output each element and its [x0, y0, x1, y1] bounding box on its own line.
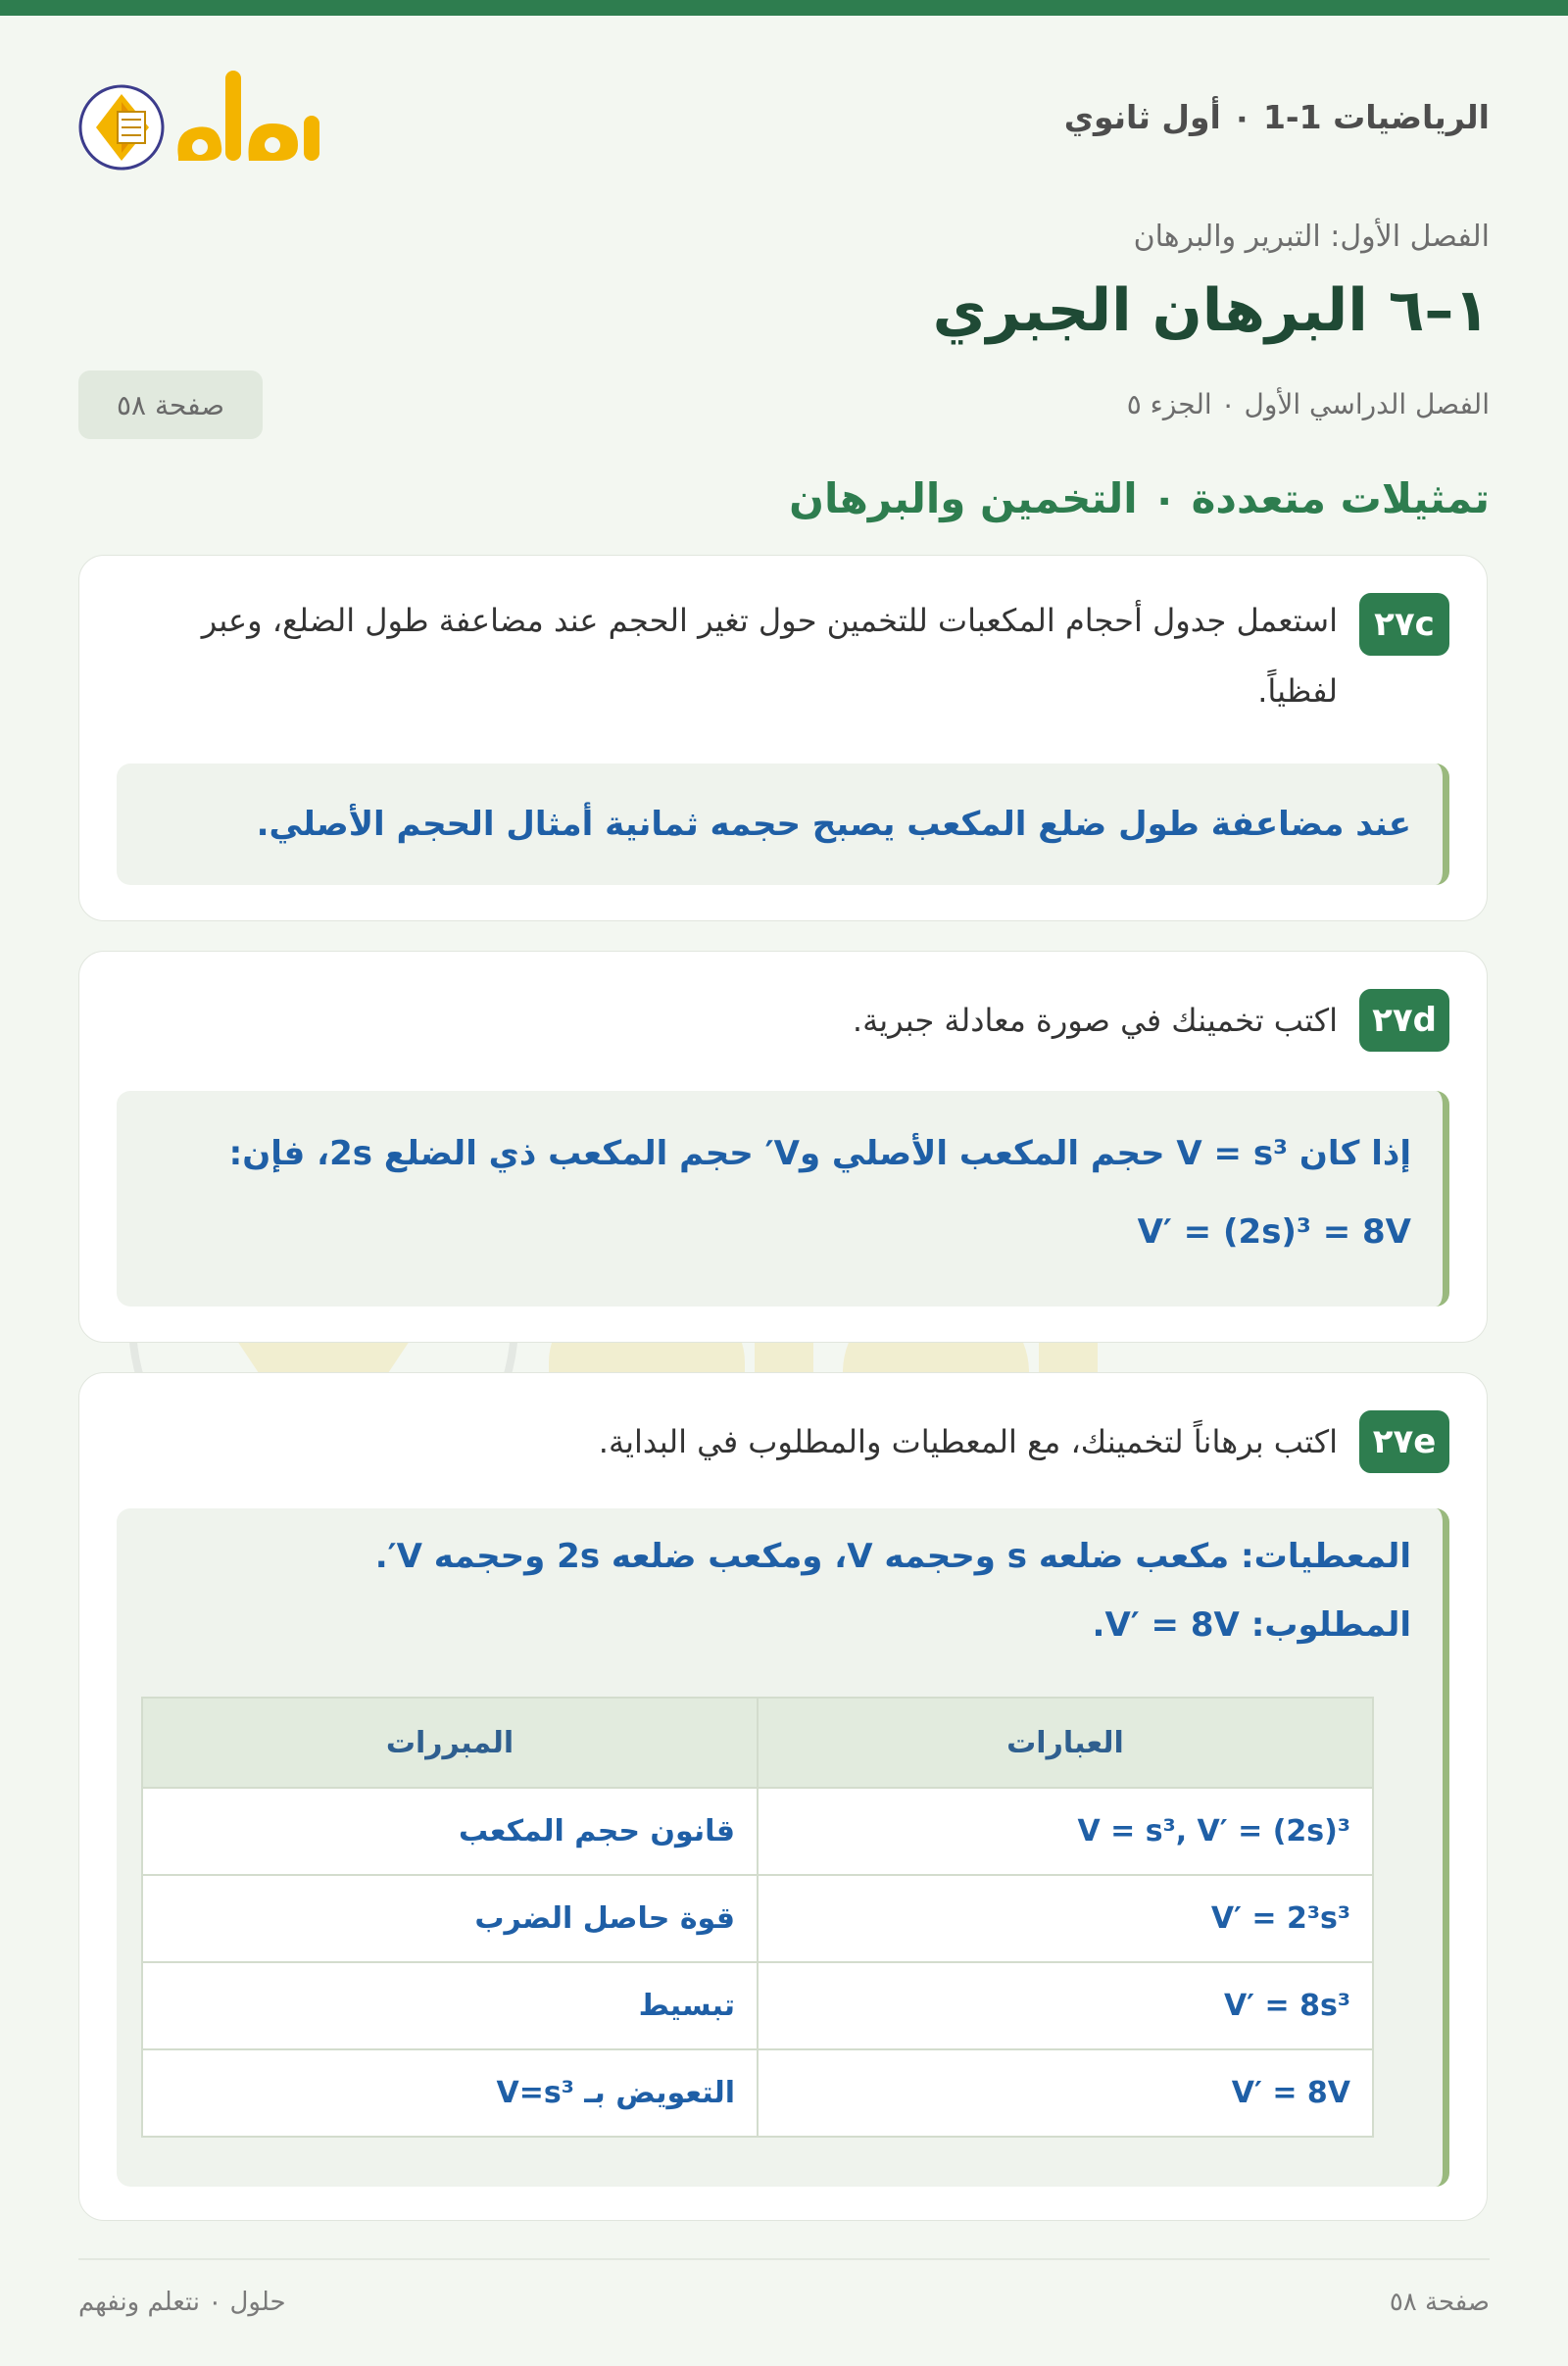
chapter-label: الفصل الأول: التبرير والبرهان — [1133, 220, 1490, 254]
statements-header: العبارات — [758, 1698, 1373, 1788]
question-text: اكتب برهاناً لتخمينك، مع المعطيات والمطلوب في البداية. — [598, 1423, 1338, 1460]
statement-cell: V′ = 8V — [758, 2049, 1373, 2137]
reasons-header: المبررات — [142, 1698, 758, 1788]
page-title: ١–٦ البرهان الجبري — [932, 276, 1490, 345]
answer-box — [117, 1091, 1449, 1306]
question-text: اكتب تخمينك في صورة معادلة جبرية. — [852, 1002, 1338, 1039]
question-number-badge: ٢٧c — [1359, 593, 1449, 656]
answer-box — [117, 1508, 1449, 2187]
footer-tagline: حلول ٠ نتعلم ونفهم — [78, 2288, 286, 2317]
table-row — [142, 1962, 1373, 2049]
question-card-27d — [78, 951, 1488, 1343]
footer-divider — [78, 2258, 1490, 2260]
table-row — [142, 1788, 1373, 1875]
section-heading: تمثيلات متعددة ٠ التخمين والبرهان — [789, 474, 1490, 522]
brand-logo[interactable] — [76, 63, 351, 180]
answer-text: عند مضاعفة طول ضلع المكعب يصبح حجمه ثمانية أمثال الحجم الأصلي. — [256, 805, 1411, 844]
question-card-27e — [78, 1372, 1488, 2221]
lesson-meta: الفصل الدراسي الأول ٠ الجزء ٥ — [1126, 388, 1490, 420]
reason-cell: قانون حجم المكعب — [142, 1788, 758, 1875]
question-card-27c — [78, 555, 1488, 921]
subject-header: الرياضيات 1-1 ٠ أول ثانوي — [1063, 98, 1490, 136]
reason-cell: تبسيط — [142, 1962, 758, 2049]
proof-table — [141, 1697, 1374, 2138]
question-number-badge: ٢٧e — [1359, 1410, 1449, 1473]
proof-table-header — [142, 1698, 1373, 1788]
statement-cell: V′ = 8s³ — [758, 1962, 1373, 2049]
page-badge: صفحة ٥٨ — [78, 370, 263, 439]
answer-box — [117, 764, 1449, 885]
required-text: المطلوب: V′ = 8V. — [1092, 1605, 1411, 1645]
reason-cell: قوة حاصل الضرب — [142, 1875, 758, 1962]
question-text: استعمل جدول أحجام المكعبات للتخمين حول تغير الحجم عند مضاعفة طول الضلع، وعبر لفظياً. — [201, 602, 1338, 710]
statement-cell: V = s³, V′ = (2s)³ — [758, 1788, 1373, 1875]
question-number-badge: ٢٧d — [1359, 989, 1449, 1052]
table-row — [142, 2049, 1373, 2137]
table-row — [142, 1875, 1373, 1962]
statement-cell: V′ = 2³s³ — [758, 1875, 1373, 1962]
footer-page-number: صفحة ٥٨ — [1389, 2288, 1490, 2317]
given-text: المعطيات: مكعب ضلعه s وحجمه V، ومكعب ضلعه 2s وحجمه V′. — [374, 1537, 1411, 1576]
top-accent-bar — [0, 0, 1568, 16]
answer-text-line-1: إذا كان V = s³ حجم المكعب الأصلي وV′ حجم المكعب ذي الضلع 2s، فإن: — [228, 1134, 1411, 1173]
reason-cell: التعويض بـ V=s³ — [142, 2049, 758, 2137]
answer-equation: V′ = (2s)³ = 8V — [1137, 1212, 1411, 1252]
